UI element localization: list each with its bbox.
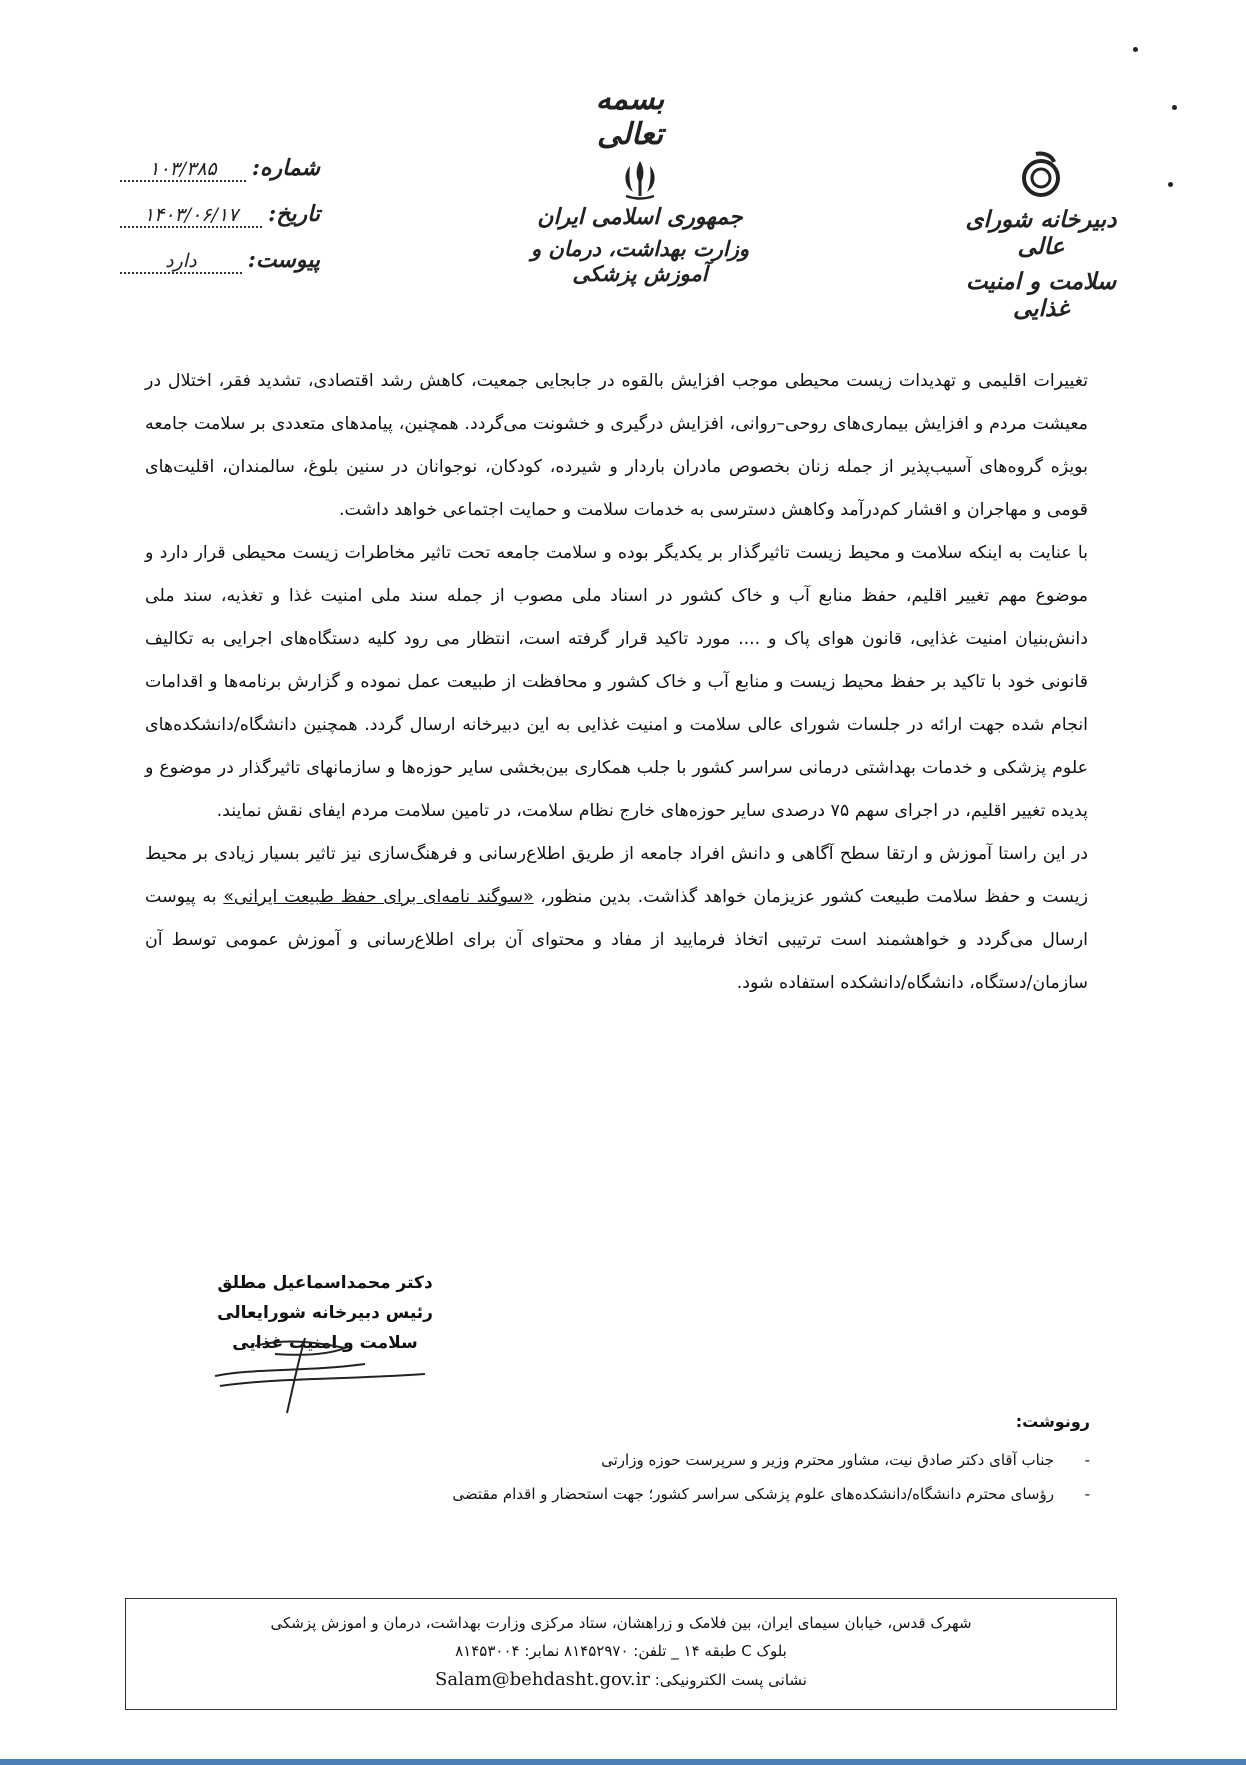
footer-contact-box [125, 1598, 1117, 1710]
body-paragraph-1: تغییرات اقلیمی و تهدیدات زیست محیطی موجب افزایش بالقوه در جابجایی جمعیت، کاهش رشد اقتصادی، تشدید فقر، اختلال در معیشت مردم و افزایش بیماری‌های روحی–روانی، افزایش درگیری و خشونت می‌گردد. همچنین، پیامدهای متعددی بر سلامت جامعه بویژه گروه‌های آسیب‌پذیر از جمله زنان بخصوص مادران باردار و شیرده، کودکان، نوجوانان در سنین بلوغ، سالمندان، اقلیت‌های قومی و مهاجران و اقشار کم‌درآمد وکاهش دسترسی به خدمات سلامت و حمایت اجتماعی خواهد داشت. [145, 371, 1088, 520]
body-paragraph-2: با عنایت به اینکه سلامت و محیط زیست تاثیرگذار بر یکدیگر بوده و سلامت جامعه تحت تاثیر مخاطرات زیست محیطی قرار دارد و موضوع مهم تغییر اقلیم، حفظ منابع آب و خاک کشور در اسناد ملی مصوب از جمله سند ملی امنیت غذا و تغذیه، سند ملی دانش‌بنیان امنیت غذایی، قانون هوای پاک و .... مورد تاکید قرار گرفته است، انتظار می رود کلیه دستگاه‌های اجرایی به تکالیف قانونی خود با تاکید بر حفظ محیط زیست و منابع آب و خاک کشور و محافظت از طبیعت عمل نموده و گزارش برنامه‌ها و اقدامات انجام شده جهت ارائه در جلسات شورای عالی سلامت و امنیت غذایی به این دبیرخانه ارسال گردد. همچنین دانشگاه/دانشکده‌های علوم پزشکی و خدمات بهداشتی درمانی سراسر کشور با جلب همکاری بین‌بخشی سایر حوزه‌ها و سازمانهای تاثیرگذار در موضوع و پدیده تغییر اقلیم، در اجرای سهم ۷۵ درصدی سایر حوزه‌های خارج نظام سلامت، در تامین سلامت مردم ایفای نقش نمایند. [145, 543, 1088, 821]
meta-number-label: شماره: [251, 155, 320, 181]
copy-item [330, 1477, 1090, 1511]
handwritten-signature-icon [195, 1268, 455, 1418]
copy-item [330, 1443, 1090, 1477]
meta-date-row [120, 201, 320, 247]
meta-attachment-label: پیوست: [247, 247, 320, 273]
signature-block [195, 1268, 455, 1358]
scan-speck [1172, 105, 1177, 110]
meta-number-value: ۱۰۳/۳۸۵ [120, 158, 246, 182]
copy-bullet: - [1084, 1451, 1090, 1469]
emblem-ministry-text: وزارت بهداشت، درمان و آموزش پزشکی [530, 236, 750, 286]
organization-block [946, 150, 1136, 322]
basmala-heading: بسمه تعالی [595, 82, 665, 152]
copies-title: رونوشت: [1015, 1412, 1090, 1431]
meta-attachment-row [120, 247, 320, 293]
footer-phone-fax: بلوک C طبقه ۱۴ _ تلفن: ۸۱۴۵۲۹۷۰ نمابر: ۸۱۴۵۳۰۰۴ [455, 1642, 787, 1660]
signatory-title-line1: رئیس دبیرخانه شورایعالی [217, 1303, 433, 1323]
copy-item-text: جناب آقای دکتر صادق نیت، مشاور محترم وزیر و سرپرست حوزه وزارتی [601, 1451, 1054, 1469]
body-paragraph-3 [145, 833, 1088, 1005]
letter-meta [120, 155, 320, 293]
footer-address: شهرک قدس، خیابان سیمای ایران، بین فلامک و زراهشان، ستاد مرکزی وزارت بهداشت، درمان و اموزش پزشکی [270, 1614, 972, 1632]
scan-speck [1168, 182, 1173, 187]
footer-email-row [126, 1665, 1116, 1695]
meta-number-row [120, 155, 320, 201]
body-paragraph-3-start: در این راستا آموزش و ارتقا سطح آگاهی و دانش افراد جامعه از طریق اطلاع‌رسانی و فرهنگ‌سازی نیز تاثیر بسیار زیادی بر محیط زیست و حفظ سلامت طبیعت کشور عزیزمان خواهد گذاشت. بدین منظور، [145, 844, 1088, 907]
scan-speck [1133, 47, 1138, 52]
letter-body [145, 360, 1088, 1005]
meta-date-value: ۱۴۰۳/۰۶/۱۷ [120, 204, 262, 228]
organization-line1: دبیرخانه شورای عالی [965, 206, 1117, 260]
meta-attachment-value: دارد [120, 250, 242, 274]
council-logo-icon [1018, 150, 1064, 200]
meta-date-label: تاریخ: [268, 201, 320, 227]
signatory-title-line2: سلامت و امنیت غذایی [232, 1333, 418, 1353]
footer-email-link[interactable]: Salam@behdasht.gov.ir [435, 1669, 650, 1690]
ministry-emblem-block [520, 158, 760, 286]
carbon-copies [330, 1412, 1090, 1511]
body-paragraph-3-end: به پیوست ارسال می‌گردد و خواهشمند است ترتیبی اتخاذ فرمایید از مفاد و محتوای آن برای اطلاع‌رسانی و آموزش عمومی توسط آن سازمان/دستگاه، دانشگاه/دانشکده استفاده شود. [145, 887, 1088, 993]
organization-line2: سلامت و امنیت غذایی [965, 268, 1117, 322]
copy-item-text: رؤسای محترم دانشگاه/دانشکده‌های علوم پزشکی سراسر کشور؛ جهت استحضار و اقدام مقتضی [452, 1485, 1054, 1503]
copy-bullet: - [1084, 1485, 1090, 1503]
iran-emblem-icon [617, 158, 663, 200]
bottom-color-strip [0, 1759, 1246, 1765]
signatory-name: دکتر محمداسماعیل مطلق [217, 1273, 433, 1293]
oath-document-title: «سوگند نامه‌ای برای حفظ طبیعت ایرانی» [223, 887, 534, 907]
footer-email-label: نشانی پست الکترونیکی: [654, 1671, 807, 1689]
emblem-republic-text: جمهوری اسلامی ایران [537, 204, 743, 230]
